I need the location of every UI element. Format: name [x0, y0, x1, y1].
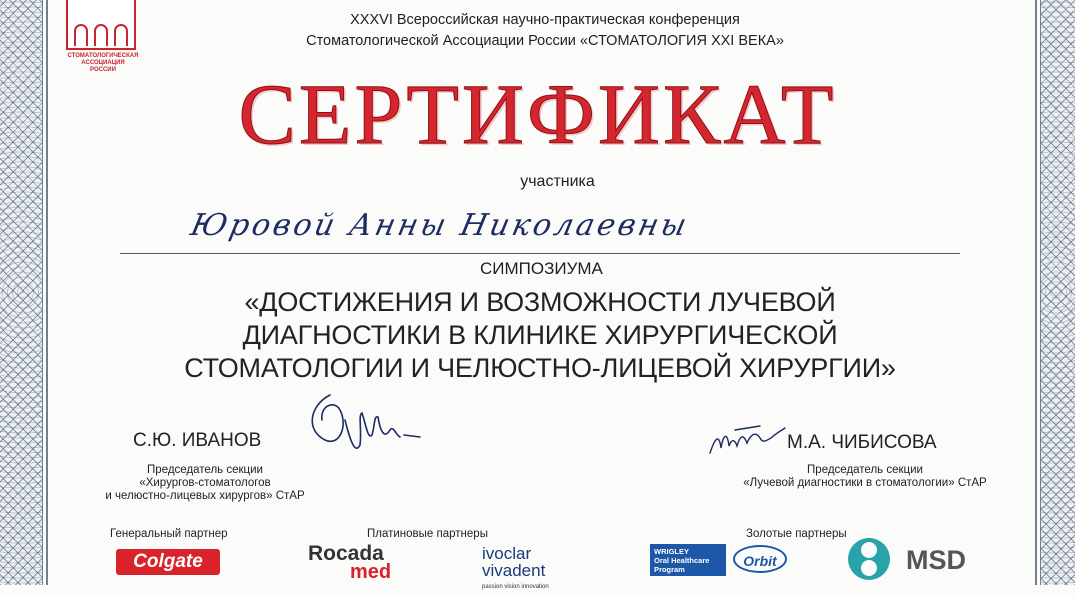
- rocada-med-logo: Rocada med: [308, 542, 392, 583]
- symposium-title-line-3: СТОМАТОЛОГИИ И ЧЕЛЮСТНО-ЛИЦЕВОЙ ХИРУРГИИ»: [184, 353, 896, 383]
- conference-line-1: XXXVI Всероссийская научно-практическая конференция: [350, 12, 740, 28]
- star-emblem-icon: [66, 0, 136, 50]
- msd-logo: MSD: [906, 545, 966, 575]
- gold-partners-label: Золотые партнеры: [746, 528, 847, 540]
- participant-name: Юровой Анны Николаевны: [187, 208, 693, 243]
- signatory-name-chibisova: М.А. ЧИБИСОВА: [787, 432, 937, 453]
- participant-label: участника: [520, 173, 595, 190]
- signature-chibisova: [705, 418, 790, 463]
- signatory-name-ivanov: С.Ю. ИВАНОВ: [133, 430, 262, 451]
- signatory-role-ivanov: Председатель секции «Хирургов-стоматологов и челюстно-лицевых хирургов» СтАР: [105, 464, 305, 502]
- star-logo: [66, 0, 140, 74]
- logo-caption: СТОМАТОЛОГИЧЕСКАЯ АССОЦИАЦИЯ РОССИИ: [67, 53, 139, 73]
- wrigley-logo: WRIGLEY Oral Healthcare Program: [650, 544, 726, 576]
- certificate-title: СЕРТИФИКАТ: [238, 66, 837, 162]
- signatory-role-chibisova: Председатель секции «Лучевой диагностики в стоматологии» СтАР: [743, 464, 987, 489]
- name-underline: [120, 253, 960, 254]
- conference-line-2: Стоматологической Ассоциации России «СТОМАТОЛОГИЯ XXI ВЕКА»: [306, 33, 784, 49]
- platinum-partners-label: Платиновые партнеры: [367, 528, 488, 540]
- symposium-title-line-1: «ДОСТИЖЕНИЯ И ВОЗМОЖНОСТИ ЛУЧЕВОЙ: [244, 287, 836, 317]
- ivoclar-vivadent-logo: ivoclar vivadent passion vision innovation: [482, 544, 549, 590]
- colgate-logo: Colgate: [116, 549, 220, 575]
- signature-ivanov: [300, 385, 430, 465]
- orbit-logo: Orbit: [733, 545, 787, 573]
- symposium-label: СИМПОЗИУМА: [480, 259, 603, 278]
- general-partner-label: Генеральный партнер: [110, 528, 228, 540]
- symposium-title-line-2: ДИАГНОСТИКИ В КЛИНИКЕ ХИРУРГИЧЕСКОЙ: [242, 320, 838, 350]
- msd-icon: [848, 538, 890, 580]
